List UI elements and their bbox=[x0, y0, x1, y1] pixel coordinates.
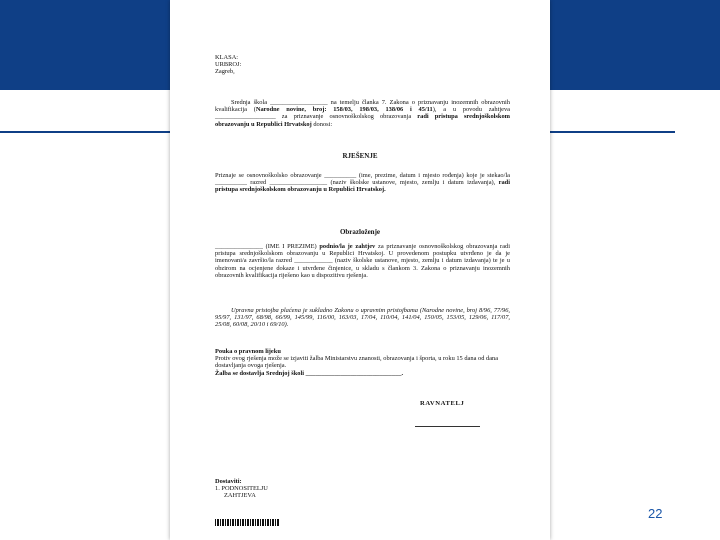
title-obrazlozenje: Obrazloženje bbox=[339, 228, 381, 236]
intro-paragraph bbox=[215, 99, 510, 128]
document-header bbox=[215, 54, 510, 76]
rjesenje-paragraph bbox=[215, 172, 510, 194]
pouka-section bbox=[215, 348, 510, 377]
obrazlozenje-paragraph bbox=[215, 243, 510, 279]
dostaviti-item-1: 1. PODNOSITELJU bbox=[215, 485, 268, 493]
signature-line bbox=[415, 426, 480, 427]
pouka-title: Pouka o pravnom lijeku bbox=[215, 348, 281, 355]
document-page bbox=[170, 0, 550, 540]
dostaviti-section bbox=[215, 478, 510, 500]
pouka-line-1: Protiv ovog rješenja može se izjaviti žalba Ministarstvu znanosti, obrazovanja i športa, u roku 15 dana od dana dostavljanja ovoga rješenja. bbox=[215, 355, 499, 370]
signatory-title: RAVNATELJ bbox=[420, 400, 465, 407]
obrazlozenje-bold: podnio/la je zahtjev bbox=[319, 243, 376, 250]
header-klasa: KLASA: bbox=[215, 54, 239, 61]
rjesenje-text: Priznaje se osnovnoškolsko obrazovanje __________ (ime, prezime, datum i mjesto rođenja) koje je stekao/la __________ razred __________________ (naziv školske ustanove, mjesto, zemlju i datum izdavanja), bbox=[215, 172, 510, 187]
intro-bold-2: radi pristupa srednjoškolskom obrazovanju u Republici Hrvatskoj bbox=[215, 113, 510, 128]
obrazlozenje-text-2: za priznavanje osnovnoškolskog obrazovanja radi pristupa srednjoškolskom obrazovanju u Republici Hrvatskoj. U provedenom postupku utvrđeno je da je imenovani/a završio/la razred ____________ (naziv školske ustanove, mjesto, zemlju i datum izdavanja) te je u obzirom na ocjenjene dokaze i utvrđene činjenice, u skladu s člankom 3. Zakona o priznavanju inozemnih obrazovnih kvalifikacija riješeno kao u dispozitivu rješenja. bbox=[215, 243, 510, 279]
dostaviti-title: Dostaviti: bbox=[215, 478, 242, 485]
divider-rule-right bbox=[550, 131, 675, 133]
header-zagreb: Zagreb, bbox=[215, 68, 235, 76]
title-rjesenje: RJEŠENJE bbox=[342, 152, 378, 160]
upravna-pristojba-paragraph: Upravna pristojba plaćena je sukladno Zakonu o upravnim pristojbama (Narodne novine, broj 8/96, 77/96, 95/97, 131/97, 68/98, 66/99, 145/99, 116/00, 163/03, 17/04, 110/04, 141/04, 150/05, 153/05, 129/06, 117/07, 25/08, 60/08, 20/10 i 69/10). bbox=[215, 307, 510, 329]
header-urbroj: URBROJ: bbox=[215, 61, 242, 69]
dostaviti-item-2: ZAHTJEVA bbox=[224, 492, 256, 500]
intro-text-1: Srednja škola __________________ na temelju članka 7. Zakona o priznavanju inozemnih obrazovnih kvalifikacija ( bbox=[215, 99, 510, 114]
intro-text-3: donosi: bbox=[311, 120, 333, 128]
divider-rule-left bbox=[0, 131, 170, 133]
obrazlozenje-text-1: _______________ (IME I PREZIME) bbox=[215, 243, 320, 250]
rjesenje-bold: radi pristupa srednjoškolskom obrazovanju u Republici Hrvatskoj. bbox=[215, 179, 510, 194]
barcode-icon bbox=[215, 519, 280, 526]
pouka-line-2: Žalba se dostavlja Srednjoj školi ______________________________. bbox=[215, 369, 404, 377]
intro-text-2: ), a u povodu zahtjeva ___________________ za priznavanje osnovnoškolskog obrazovanja bbox=[215, 106, 511, 121]
slide-page-number: 22 bbox=[648, 506, 663, 521]
intro-bold-1: Narodne novine, broj: 158/03, 198/03, 138/06 i 45/11 bbox=[255, 106, 433, 114]
